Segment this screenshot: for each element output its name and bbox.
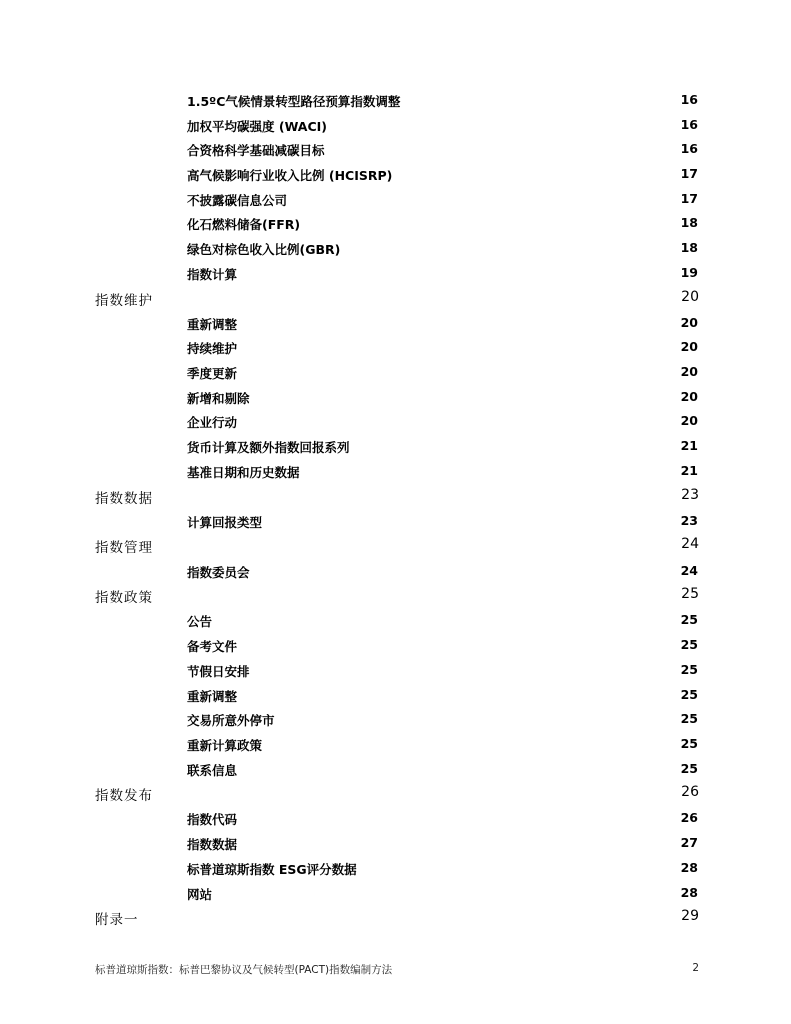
toc-subsection-entry[interactable] <box>0 707 791 732</box>
toc-entry-title: 节假日安排 <box>187 663 250 679</box>
toc-entry-title: 指数代码 <box>187 812 238 828</box>
toc-subsection-entry[interactable] <box>0 683 791 708</box>
toc-entry-title: 指数计算 <box>187 266 238 282</box>
toc-entry-title: 交易所意外停市 <box>187 713 275 729</box>
toc-subsection-entry[interactable] <box>0 608 791 633</box>
toc-entry-title: 化石燃料储备(FFR) <box>187 217 301 233</box>
toc-subsection-entry[interactable] <box>0 559 791 584</box>
toc-subsection-entry[interactable] <box>0 88 791 113</box>
toc-entry-title: 重新计算政策 <box>187 737 263 753</box>
toc-entry-page-number: 26 <box>681 784 699 801</box>
toc-entry-title: 计算回报类型 <box>187 514 263 530</box>
toc-entry-title: 加权平均碳强度 (WACI) <box>187 118 328 134</box>
toc-entry-page-number: 20 <box>680 339 698 355</box>
toc-subsection-entry[interactable] <box>0 633 791 658</box>
toc-entry-page-number: 17 <box>680 190 698 206</box>
toc-entry-page-number: 27 <box>680 835 698 851</box>
toc-subsection-entry[interactable] <box>0 434 791 459</box>
toc-entry-page-number: 18 <box>680 215 698 231</box>
toc-entry-page-number: 28 <box>680 859 698 875</box>
toc-entry-title: 指数维护 <box>95 292 153 309</box>
toc-entry-title: 货币计算及额外指数回报系列 <box>187 440 350 456</box>
toc-entry-page-number: 26 <box>680 810 698 826</box>
toc-section-entry[interactable] <box>0 781 791 806</box>
toc-entry-page-number: 20 <box>680 388 698 404</box>
toc-entry-title: 基准日期和历史数据 <box>187 464 300 480</box>
toc-section-entry[interactable] <box>0 286 791 311</box>
toc-entry-title: 标普道琼斯指数 ESG评分数据 <box>187 861 357 877</box>
toc-section-entry[interactable] <box>0 533 791 558</box>
toc-entry-page-number: 17 <box>680 166 698 182</box>
toc-entry-title: 企业行动 <box>187 415 238 431</box>
toc-subsection-entry[interactable] <box>0 881 791 906</box>
toc-subsection-entry[interactable] <box>0 806 791 831</box>
toc-entry-page-number: 24 <box>681 536 699 553</box>
toc-entry-title: 绿色对棕色收入比例(GBR) <box>187 242 341 258</box>
toc-entry-page-number: 25 <box>680 637 698 653</box>
toc-entry-title: 新增和剔除 <box>187 390 250 406</box>
toc-subsection-entry[interactable] <box>0 509 791 534</box>
toc-subsection-entry[interactable] <box>0 757 791 782</box>
toc-subsection-entry[interactable] <box>0 261 791 286</box>
toc-entry-page-number: 24 <box>680 562 698 578</box>
toc-entry-title: 联系信息 <box>187 762 238 778</box>
toc-entry-page-number: 16 <box>680 141 698 157</box>
toc-entry-page-number: 25 <box>680 711 698 727</box>
toc-entry-title: 1.5ºC气候情景转型路径预算指数调整 <box>187 94 401 109</box>
toc-entry-page-number: 21 <box>680 438 698 454</box>
toc-section-entry[interactable] <box>0 484 791 509</box>
toc-subsection-entry[interactable] <box>0 137 791 162</box>
table-of-contents <box>0 88 791 930</box>
toc-entry-title: 网站 <box>187 886 213 902</box>
toc-entry-title: 公告 <box>187 614 213 630</box>
toc-subsection-entry[interactable] <box>0 831 791 856</box>
toc-entry-title: 指数政策 <box>95 590 153 607</box>
toc-section-entry[interactable] <box>0 905 791 930</box>
toc-entry-title: 指数管理 <box>95 540 153 557</box>
toc-entry-page-number: 25 <box>681 586 699 603</box>
toc-entry-title: 备考文件 <box>187 639 238 655</box>
footer-document-title: 标普道琼斯指数：标普巴黎协议及气候转型(PACT)指数编制方法 <box>95 964 393 976</box>
toc-subsection-entry[interactable] <box>0 409 791 434</box>
toc-subsection-entry[interactable] <box>0 732 791 757</box>
toc-entry-title: 持续维护 <box>187 341 238 357</box>
toc-subsection-entry[interactable] <box>0 658 791 683</box>
toc-subsection-entry[interactable] <box>0 335 791 360</box>
toc-entry-title: 高气候影响行业收入比例 (HCISRP) <box>187 168 393 184</box>
toc-entry-title: 指数发布 <box>95 788 153 805</box>
toc-section-entry[interactable] <box>0 583 791 608</box>
toc-subsection-entry[interactable] <box>0 113 791 138</box>
toc-entry-page-number: 20 <box>681 288 699 305</box>
toc-entry-page-number: 28 <box>680 884 698 900</box>
toc-entry-page-number: 29 <box>681 908 699 925</box>
toc-entry-page-number: 23 <box>680 512 698 528</box>
toc-subsection-entry[interactable] <box>0 236 791 261</box>
toc-entry-page-number: 25 <box>680 735 698 751</box>
toc-subsection-entry[interactable] <box>0 211 791 236</box>
toc-entry-page-number: 25 <box>680 612 698 628</box>
toc-entry-page-number: 20 <box>680 413 698 429</box>
toc-entry-title: 季度更新 <box>187 366 238 382</box>
toc-subsection-entry[interactable] <box>0 360 791 385</box>
toc-entry-page-number: 16 <box>680 116 698 132</box>
toc-entry-page-number: 25 <box>680 760 698 776</box>
toc-entry-page-number: 19 <box>680 264 698 280</box>
toc-entry-page-number: 16 <box>680 92 698 107</box>
toc-entry-title: 重新调整 <box>187 316 238 332</box>
toc-entry-page-number: 18 <box>680 240 698 256</box>
toc-entry-title: 指数委员会 <box>187 564 250 580</box>
toc-entry-title: 合资格科学基础减碳目标 <box>187 143 325 159</box>
toc-entry-page-number: 20 <box>680 364 698 380</box>
toc-entry-title: 不披露碳信息公司 <box>187 192 288 208</box>
toc-subsection-entry[interactable] <box>0 187 791 212</box>
toc-subsection-entry[interactable] <box>0 385 791 410</box>
toc-subsection-entry[interactable] <box>0 459 791 484</box>
toc-subsection-entry[interactable] <box>0 856 791 881</box>
toc-entry-page-number: 23 <box>681 486 699 503</box>
toc-entry-page-number: 21 <box>680 462 698 478</box>
footer-page-number: 2 <box>692 962 699 974</box>
toc-entry-page-number: 20 <box>680 314 698 330</box>
toc-entry-title: 指数数据 <box>187 837 238 853</box>
toc-entry-page-number: 25 <box>680 686 698 702</box>
toc-entry-title: 指数数据 <box>95 490 153 507</box>
toc-entry-page-number: 25 <box>680 661 698 677</box>
toc-subsection-entry[interactable] <box>0 311 791 336</box>
toc-subsection-entry[interactable] <box>0 162 791 187</box>
toc-entry-title: 重新调整 <box>187 688 238 704</box>
toc-entry-title: 附录一 <box>95 912 139 929</box>
